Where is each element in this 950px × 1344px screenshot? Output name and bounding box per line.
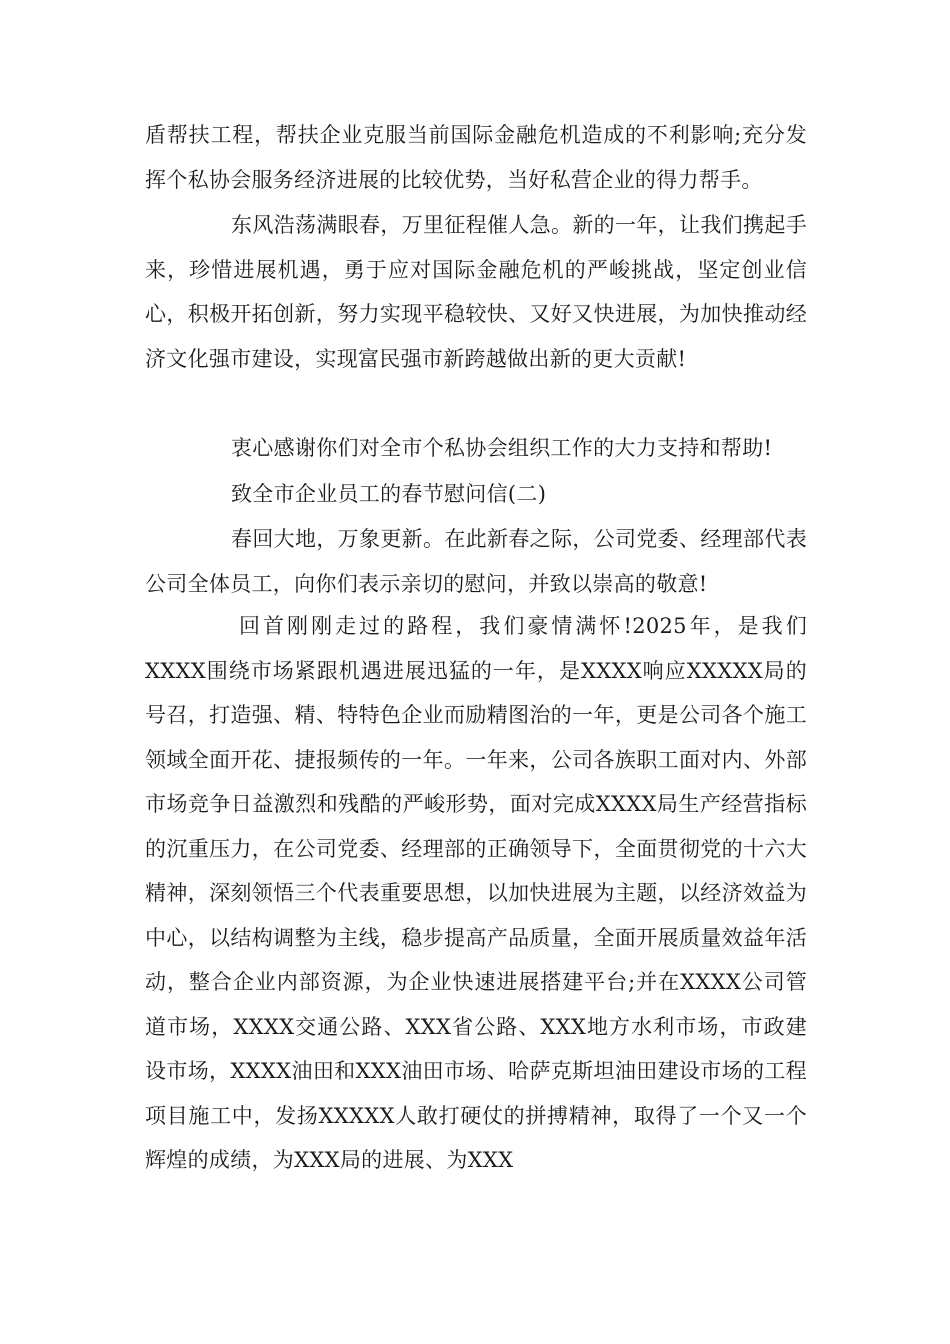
letter-title	[145, 472, 807, 517]
paragraph-text: 回首刚刚走过的路程，我们豪情满怀!2025年，是我们XXXX围绕市场紧跟机遇进展迅猛的一年，是XXXX响应XXXXX局的号召，打造强、精、特特色企业而励精图治的一年，更是公司各个施工领域全面开花、捷报频传的一年。一年来，公司各族职工面对内、外部市场竞争日益激烈和残酷的严峻形势，面对完成XXXX局生产经营指标的沉重压力，在公司党委、经理部的正确领导下，全面贯彻党的十六大精神，深刻领悟三个代表重要思想，以加快进展为主题，以经济效益为中心，以结构调整为主线，稳步提高产品质量，全面开展质量效益年活动，整合企业内部资源，为企业快速进展搭建平台;并在XXXX公司管道市场，XXXX交通公路、XXX省公路、XXX地方水利市场，市政建设市场，XXXX油田和XXX油田市场、哈萨克斯坦油田建设市场的工程项目施工中，发扬XXXXX人敢打硬仗的拼搏精神，取得了一个又一个辉煌的成绩，为XXX局的进展、为XXX	[145, 614, 807, 1172]
paragraph-text: 春回大地，万象更新。在此新春之际，公司党委、经理部代表公司全体员工，向你们表示亲切的慰问，并致以崇高的敬意!	[145, 527, 807, 596]
paragraph-text: 盾帮扶工程，帮扶企业克服当前国际金融危机造成的不利影响;充分发挥个私协会服务经济进展的比较优势，当好私营企业的得力帮手。	[145, 123, 807, 192]
paragraph-text: 致全市企业员工的春节慰问信(二)	[231, 482, 547, 506]
paragraph-thanks	[145, 426, 807, 471]
paragraph-text: 东风浩荡满眼春，万里征程催人急。新的一年，让我们携起手来，珍惜进展机遇，勇于应对国际金融危机的严峻挑战，坚定创业信心，积极开拓创新，努力实现平稳较快、又好又快进展，为加快推动经济文化强市建设，实现富民强市新跨越做出新的更大贡献!	[145, 213, 807, 371]
paragraph-text: 衷心感谢你们对全市个私协会组织工作的大力支持和帮助!	[231, 436, 773, 460]
paragraph-review	[145, 604, 807, 1183]
paragraph-continuation	[145, 113, 807, 202]
paragraph-greeting	[145, 517, 807, 606]
paragraph-new-year	[145, 203, 807, 381]
